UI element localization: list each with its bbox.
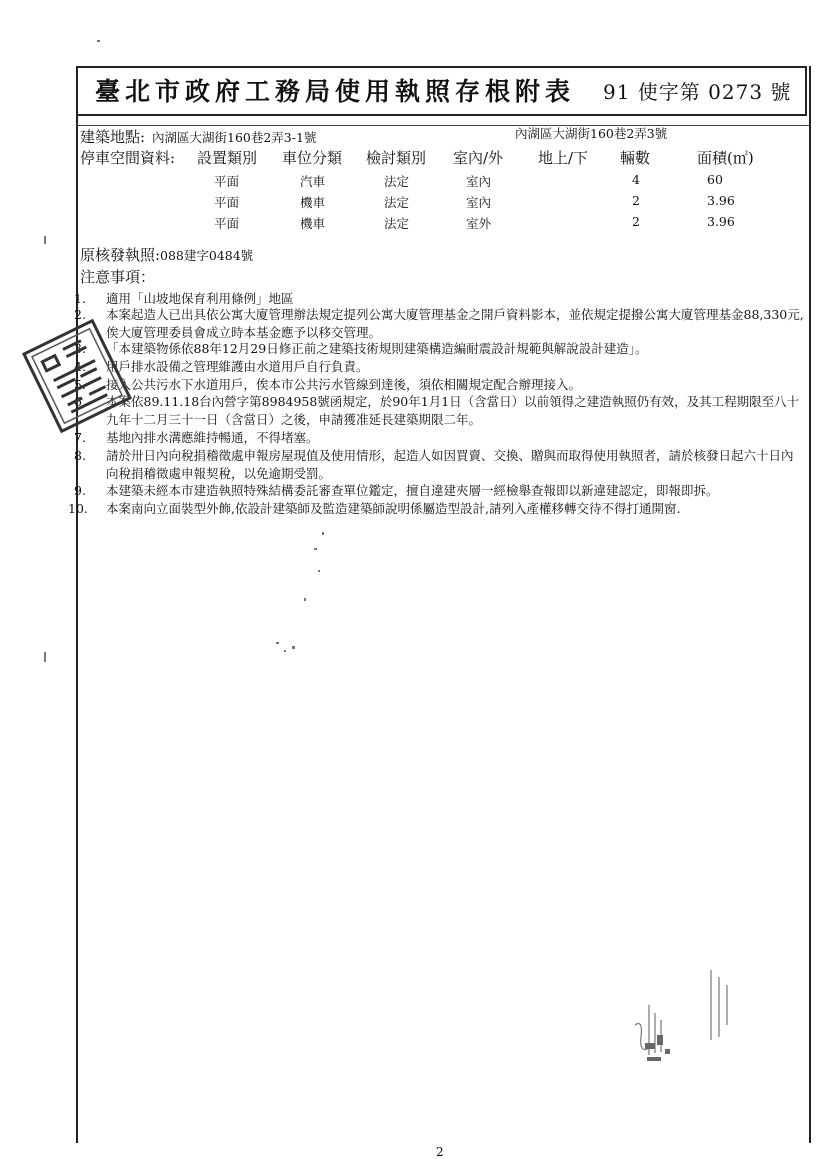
note-text: 接入公共污水下水道用戶，俟本市公共污水管線到達後，須依相關規定配合辦理接入。 bbox=[106, 377, 582, 392]
note-text: 本建築未經本市建造執照特殊結構委託審查單位鑑定，擅自違建夾層一經檢舉查報即以新違建認定，即報即拆。 bbox=[106, 483, 719, 498]
signature-mark bbox=[625, 965, 735, 1070]
note-number: 9. bbox=[74, 483, 86, 498]
scan-speck bbox=[284, 650, 286, 652]
cell-area: 3.96 bbox=[707, 193, 735, 208]
note-item bbox=[74, 482, 804, 500]
cell-inout: 室內 bbox=[466, 174, 492, 189]
cell-review: 法定 bbox=[384, 216, 410, 231]
site-address-1: 內湖區大湖街160巷2弄3-1號 bbox=[152, 130, 317, 145]
note-text: 「本建築物係依88年12月29日修正前之建築技術規則建築構造編耐震設計規範與解說設計建造」。 bbox=[106, 341, 648, 356]
note-item bbox=[74, 429, 804, 447]
cell-review: 法定 bbox=[384, 195, 410, 210]
cell-count: 2 bbox=[632, 193, 640, 208]
note-number: 8. bbox=[74, 448, 86, 463]
parking-label: 停車空間資料: bbox=[80, 149, 176, 167]
cell-inout: 室內 bbox=[466, 195, 492, 210]
note-text: 基地內排水溝應維持暢通，不得堵塞。 bbox=[106, 430, 319, 445]
cell-inout: 室外 bbox=[466, 216, 492, 231]
note-item bbox=[68, 500, 798, 518]
note-number: 5. bbox=[74, 377, 86, 392]
cell-vehicle: 機車 bbox=[300, 195, 326, 210]
cell-vehicle: 汽車 bbox=[300, 174, 326, 189]
cell-vehicle: 機車 bbox=[300, 216, 326, 231]
permit-number: 91 使字第 0273 號 bbox=[603, 80, 792, 104]
note-text: 本案依89.11.18台內營字第8984958號函規定，於90年1月1日（含當日）以前領得之建造執照仍有效，及其工程期限至八十九年十二月三十一日（含當日）之後，申請獲准延長建築期限二年。 bbox=[106, 394, 800, 427]
cell-count: 4 bbox=[632, 172, 640, 187]
cell-type: 平面 bbox=[214, 216, 240, 231]
note-number: 10. bbox=[68, 501, 88, 516]
note-text: 本案南向立面裝型外飾,依設計建築師及監造建築師說明係屬造型設計,請列入產權移轉交待不得打通開窗. bbox=[106, 501, 681, 516]
note-item bbox=[74, 340, 804, 358]
note-item bbox=[74, 306, 804, 342]
note-text: 用戶排水設備之管理維護由水道用戶自行負責。 bbox=[106, 359, 369, 374]
col-header: 室內/外 bbox=[453, 149, 504, 167]
page-number: 2 bbox=[436, 1145, 444, 1159]
scan-speck bbox=[276, 642, 279, 644]
col-header: 設置類別 bbox=[197, 149, 258, 167]
cell-review: 法定 bbox=[384, 174, 410, 189]
cell-count: 2 bbox=[632, 214, 640, 229]
col-header: 地上/下 bbox=[538, 149, 589, 167]
note-number: 6. bbox=[74, 394, 86, 409]
section-divider-top bbox=[76, 125, 809, 126]
note-number: 2. bbox=[74, 307, 86, 322]
site-label: 建築地點: bbox=[80, 128, 146, 146]
scan-speck bbox=[44, 652, 46, 662]
col-header: 面積(㎡) bbox=[697, 149, 754, 167]
note-number: 3. bbox=[74, 341, 86, 356]
original-permit-value: 088建字0484號 bbox=[160, 248, 254, 263]
cell-type: 平面 bbox=[214, 195, 240, 210]
note-text: 適用「山坡地保育利用條例」地區 bbox=[106, 291, 294, 306]
scan-speck bbox=[322, 532, 324, 535]
note-number: 7. bbox=[74, 430, 86, 445]
note-text: 請於卅日內向稅捐稽徵處申報房屋現值及使用情形，起造人如因買賣、交換、贈與而取得使用執照者，請於核發日起六十日內向稅捐稽徵處申報契稅，以免逾期受罰。 bbox=[106, 448, 794, 481]
note-number: 4. bbox=[74, 359, 86, 374]
scan-speck bbox=[292, 646, 295, 649]
note-item bbox=[74, 376, 804, 394]
note-number: 1. bbox=[74, 291, 86, 306]
col-header: 車位分類 bbox=[282, 149, 343, 167]
col-header: 檢討類別 bbox=[366, 149, 427, 167]
cell-type: 平面 bbox=[214, 174, 240, 189]
scan-speck bbox=[304, 598, 306, 601]
notes-heading: 注意事項： bbox=[80, 268, 156, 286]
scan-speck bbox=[314, 548, 317, 550]
cell-area: 60 bbox=[707, 172, 723, 187]
col-header: 輛數 bbox=[620, 149, 651, 167]
scan-speck bbox=[97, 40, 100, 42]
document-title: 臺北市政府工務局使用執照存根附表 bbox=[95, 77, 576, 106]
note-item bbox=[74, 393, 804, 429]
scan-speck bbox=[44, 236, 46, 244]
site-address-2: 內湖區大湖街160巷2弄3號 bbox=[515, 126, 668, 141]
original-permit-label: 原核發執照: bbox=[80, 246, 161, 264]
note-item bbox=[74, 358, 804, 376]
scan-speck bbox=[318, 570, 320, 572]
note-item bbox=[74, 447, 804, 483]
note-text: 本案起造人已出具依公寓大廈管理辦法規定提列公寓大廈管理基金之開戶資料影本，並依規定提撥公寓大廈管理基金88,330元,俟大廈管理委員會成立時本基金應予以移交管理。 bbox=[106, 307, 804, 340]
cell-area: 3.96 bbox=[707, 214, 735, 229]
